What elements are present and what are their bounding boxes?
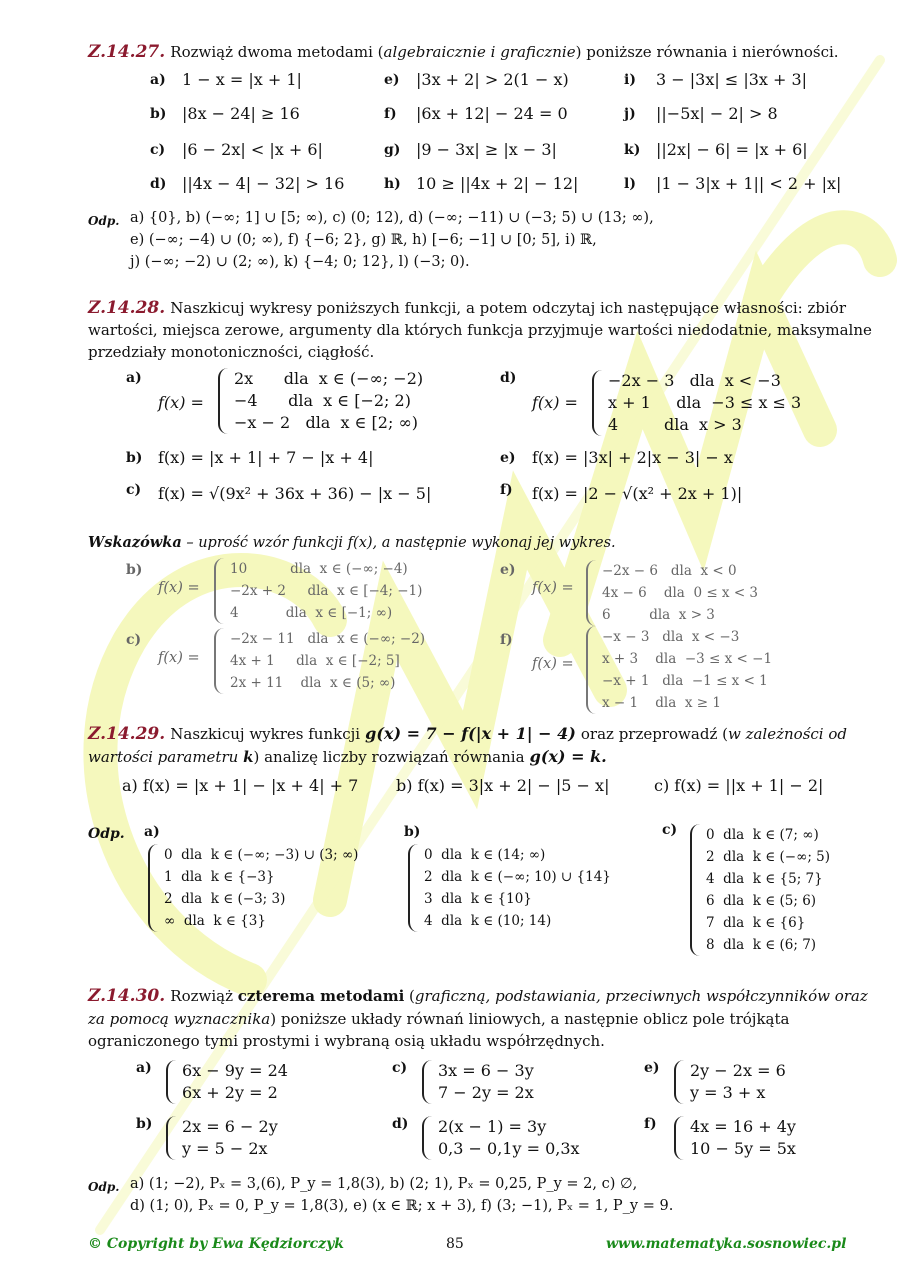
brace <box>592 370 604 436</box>
piecewise-rows <box>706 824 830 956</box>
row: y = 3 + x <box>690 1083 766 1102</box>
brace <box>674 1116 686 1160</box>
row: 8 dla k ∈ (6; 7) <box>706 937 817 953</box>
z29-text-1a: Naszkicuj wykres funkcji <box>170 725 361 743</box>
z27-item-label: g) <box>384 142 401 158</box>
z30-e-label: e) <box>644 1060 660 1076</box>
piecewise-rows <box>234 368 423 434</box>
z27-id: Z.14.27. <box>88 42 166 62</box>
row: x + 1 dla −3 ≤ x ≤ 3 <box>608 393 802 412</box>
z27-item-label: h) <box>384 176 401 192</box>
z28-d-label: d) <box>500 370 517 386</box>
z30-text-2a: za pomocą wyznacznika <box>88 1010 271 1028</box>
z29-text-1c: w zależności od <box>727 725 847 743</box>
row: 2 dla k ∈ (−3; 3) <box>164 891 286 907</box>
z29-equation: g(x) = k. <box>529 747 607 766</box>
z27-odp-label: Odp. <box>88 214 120 228</box>
footer-page-number: 85 <box>446 1236 464 1252</box>
z27-item-expression: 10 ≥ ||4x + 2| − 12| <box>416 174 579 193</box>
z28-hint-b-label: b) <box>126 562 143 578</box>
z29-b: b) f(x) = 3|x + 2| − |5 − x| <box>396 776 610 795</box>
z28-hint-c-label: c) <box>126 632 142 648</box>
z28-d-fx: f(x) = <box>532 393 578 412</box>
row: 2y − 2x = 6 <box>690 1061 786 1080</box>
z27-item-expression: ||−5x| − 2| > 8 <box>656 104 778 123</box>
z28-hint-f-piecewise <box>586 626 772 714</box>
z30-system-c <box>422 1060 534 1104</box>
row: 2x dla x ∈ (−∞; −2) <box>234 369 424 388</box>
row: 2 dla k ∈ (−∞; 5) <box>706 849 831 865</box>
z29-odp-c-label: c) <box>662 822 678 838</box>
z28-b-label: b) <box>126 450 143 466</box>
z27-answer-line-1: a) {0}, b) (−∞; 1] ∪ [5; ∞), c) (0; 12), d) (−∞; −11) ∪ (−3; 5) ∪ (13; ∞), <box>130 210 654 226</box>
z30-answer-line-2: d) (1; 0), Pₓ = 0, P_y = 1,8(3), e) (x ∈ ℝ; x + 3), f) (3; −1), Pₓ = 1, P_y = 9. <box>130 1198 674 1214</box>
z30-f-label: f) <box>644 1116 657 1132</box>
z30-id: Z.14.30. <box>88 986 166 1006</box>
z29-a: a) f(x) = |x + 1| − |x + 4| + 7 <box>122 776 359 795</box>
z29-text-1b: oraz przeprowadź ( <box>580 725 728 743</box>
z30-text-2b: ) poniższe układy równań liniowych, a następnie oblicz pole trójkąta <box>270 1010 790 1028</box>
z28-text-2: wartości, miejsca zerowe, argumenty dla których funkcja przyjmuje wartości niedodatnie, maksymalne <box>88 321 872 339</box>
footer-copyright: © Copyright by Ewa Kędziorczyk <box>88 1236 344 1252</box>
z27-intro-italic: algebraicznie i graficznie <box>383 43 576 61</box>
z28-a-fx: f(x) = <box>158 393 204 412</box>
row: 2x = 6 − 2y <box>182 1117 278 1136</box>
z30-text-1d: graficzną, podstawiania, przeciwnych współczynników oraz <box>414 987 868 1005</box>
z28-e-expr: f(x) = |3x| + 2|x − 3| − x <box>532 448 733 467</box>
z28-hint <box>88 534 616 551</box>
z30-text-3: ograniczonego tymi prostymi i wybraną osią układu współrzędnych. <box>88 1032 605 1050</box>
z28-hint-f-label: f) <box>500 632 513 648</box>
row: 0,3 − 0,1y = 0,3x <box>438 1139 580 1158</box>
z30-system-b <box>166 1116 278 1160</box>
z30-answer-line-1: a) (1; −2), Pₓ = 3,(6), P_y = 1,8(3), b) (2; 1), Pₓ = 0,25, P_y = 2, c) ∅, <box>130 1176 638 1192</box>
z29-g-formula: g(x) = 7 − f(|x + 1| − 4) <box>365 724 576 743</box>
z29-odp-b <box>408 844 611 932</box>
z30-a-label: a) <box>136 1060 152 1076</box>
z27-item-expression: |6x + 12| − 24 = 0 <box>416 104 568 123</box>
brace <box>218 368 230 434</box>
z27-item-label: c) <box>150 142 166 158</box>
z27-answer-line-3: j) (−∞; −2) ∪ (2; ∞), k) {−4; 0; 12}, l) (−3; 0). <box>130 254 470 270</box>
system-rows <box>438 1060 534 1104</box>
z28-f-label: f) <box>500 482 513 498</box>
z28-hint-c-piecewise <box>214 628 425 694</box>
row: 7 − 2y = 2x <box>438 1083 534 1102</box>
brace <box>214 628 226 694</box>
z28-line-1 <box>88 298 846 319</box>
row: 4 dla x ∈ [−1; ∞) <box>230 605 393 621</box>
z27-item-expression: |9 − 3x| ≥ |x − 3| <box>416 140 557 159</box>
brace <box>166 1116 178 1160</box>
z27-item-label: e) <box>384 72 400 88</box>
brace <box>214 558 226 624</box>
z28-hint-bold: Wskazówka <box>88 534 182 551</box>
row: 4x + 1 dla x ∈ [−2; 5] <box>230 653 400 669</box>
z27-item-label: j) <box>624 106 636 122</box>
row: 6x − 9y = 24 <box>182 1061 288 1080</box>
piecewise-rows <box>608 370 801 436</box>
z30-b-label: b) <box>136 1116 153 1132</box>
z30-odp-label: Odp. <box>88 1180 120 1194</box>
row: −2x − 11 dla x ∈ (−∞; −2) <box>230 631 426 647</box>
system-rows <box>438 1116 580 1160</box>
row: 4 dla x > 3 <box>608 415 742 434</box>
z28-text-3: przedziały monotoniczności, ciągłość. <box>88 343 375 361</box>
piecewise-rows <box>602 626 772 714</box>
z28-a-piecewise <box>218 368 423 434</box>
row: −2x − 3 dla x < −3 <box>608 371 781 390</box>
z28-hint-e-label: e) <box>500 562 516 578</box>
z29-text-2b: ) analizę liczby rozwiązań równania <box>253 748 525 766</box>
piecewise-rows <box>424 844 611 932</box>
z29-param-k: k <box>243 748 254 766</box>
z29-text-2a: wartości parametru <box>88 748 244 766</box>
z30-text-1b: czterema metodami <box>237 987 405 1005</box>
z29-c: c) f(x) = ||x + 1| − 2| <box>654 776 824 795</box>
z27-item-expression: |8x − 24| ≥ 16 <box>182 104 300 123</box>
row: 7 dla k ∈ {6} <box>706 915 806 931</box>
row: 2x + 11 dla x ∈ (5; ∞) <box>230 675 396 691</box>
z29-odp-c <box>690 824 830 956</box>
row: 6 dla x > 3 <box>602 607 715 623</box>
piecewise-rows <box>230 558 422 624</box>
z28-d-piecewise <box>592 370 801 436</box>
row: −2x − 6 dla x < 0 <box>602 563 737 579</box>
z28-text-1: Naszkicuj wykresy poniższych funkcji, a potem odczytaj ich następujące własności: zbiór <box>170 299 846 317</box>
z30-c-label: c) <box>392 1060 408 1076</box>
z29-line-2 <box>88 747 607 768</box>
brace <box>408 844 420 932</box>
z27-item-label: i) <box>624 72 636 88</box>
z30-line-1 <box>88 986 868 1007</box>
z30-system-a <box>166 1060 288 1104</box>
row: 3x = 6 − 3y <box>438 1061 534 1080</box>
row: 6 dla k ∈ (5; 6) <box>706 893 817 909</box>
row: 10 − 5y = 5x <box>690 1139 796 1158</box>
row: 10 dla x ∈ (−∞; −4) <box>230 561 408 577</box>
z30-system-d <box>422 1116 580 1160</box>
row: 2(x − 1) = 3y <box>438 1117 547 1136</box>
z29-odp-b-label: b) <box>404 824 421 840</box>
z27-item-label: k) <box>624 142 641 158</box>
z28-hint-f-fx: f(x) = <box>532 656 574 672</box>
z28-c-expr: f(x) = √(9x² + 36x + 36) − |x − 5| <box>158 484 432 503</box>
row: −x + 1 dla −1 ≤ x < 1 <box>602 673 768 689</box>
z28-a-label: a) <box>126 370 142 386</box>
z30-text-1a: Rozwiąż <box>170 987 238 1005</box>
system-rows <box>690 1116 796 1160</box>
row: −x − 3 dla x < −3 <box>602 629 740 645</box>
footer-url[interactable]: www.matematyka.sosnowiec.pl <box>606 1236 847 1252</box>
z27-item-expression: ||4x − 4| − 32| > 16 <box>182 174 345 193</box>
z29-odp-label: Odp. <box>88 826 125 842</box>
z28-f-expr: f(x) = |2 − √(x² + 2x + 1)| <box>532 484 743 503</box>
system-rows <box>182 1060 288 1104</box>
z27-item-expression: 3 − |3x| ≤ |3x + 3| <box>656 70 808 89</box>
z27-item-label: f) <box>384 106 397 122</box>
z28-hint-b-piecewise <box>214 558 422 624</box>
row: −4 dla x ∈ [−2; 2) <box>234 391 411 410</box>
z30-system-e <box>674 1060 786 1104</box>
z30-d-label: d) <box>392 1116 409 1132</box>
row: 2 dla k ∈ (−∞; 10) ∪ {14} <box>424 869 611 885</box>
row: −x − 2 dla x ∈ [2; ∞) <box>234 413 419 432</box>
z29-line-1 <box>88 724 847 745</box>
row: −2x + 2 dla x ∈ [−4; −1) <box>230 583 423 599</box>
row: 3 dla k ∈ {10} <box>424 891 532 907</box>
z29-id: Z.14.29. <box>88 724 166 744</box>
brace <box>586 626 598 714</box>
brace <box>148 844 160 932</box>
brace <box>166 1060 178 1104</box>
brace <box>422 1116 434 1160</box>
z30-text-1c: ( <box>404 987 415 1005</box>
row: 4x = 16 + 4y <box>690 1117 796 1136</box>
z28-hint-e-piecewise <box>586 560 758 626</box>
z27-item-expression: |1 − 3|x + 1|| < 2 + |x| <box>656 174 842 193</box>
row: y = 5 − 2x <box>182 1139 268 1158</box>
z27-header <box>88 42 839 63</box>
row: 4x − 6 dla 0 ≤ x < 3 <box>602 585 759 601</box>
z27-item-expression: |3x + 2| > 2(1 − x) <box>416 70 569 89</box>
row: x + 3 dla −3 ≤ x < −1 <box>602 651 773 667</box>
z29-odp-a-label: a) <box>144 824 160 840</box>
z28-id: Z.14.28. <box>88 298 166 318</box>
z27-intro-end: ) poniższe równania i nierówności. <box>575 43 839 61</box>
z28-hint-b-fx: f(x) = <box>158 580 200 596</box>
z27-item-expression: |6 − 2x| < |x + 6| <box>182 140 323 159</box>
row: 4 dla k ∈ (10; 14) <box>424 913 552 929</box>
row: 6x + 2y = 2 <box>182 1083 278 1102</box>
brace <box>586 560 598 626</box>
z30-system-f <box>674 1116 796 1160</box>
z27-answer-line-2: e) (−∞; −4) ∪ (0; ∞), f) {−6; 2}, g) ℝ, h) [−6; −1] ∪ [0; 5], i) ℝ, <box>130 232 597 248</box>
row: 0 dla k ∈ (7; ∞) <box>706 827 819 843</box>
z28-hint-text: – uprość wzór funkcji f(x), a następnie wykonaj jej wykres. <box>181 535 616 551</box>
row: 0 dla k ∈ (14; ∞) <box>424 847 546 863</box>
z28-hint-e-fx: f(x) = <box>532 580 574 596</box>
z28-c-label: c) <box>126 482 142 498</box>
z28-b-expr: f(x) = |x + 1| + 7 − |x + 4| <box>158 448 374 467</box>
z28-e-label: e) <box>500 450 516 466</box>
brace <box>674 1060 686 1104</box>
z27-intro: Rozwiąż dwoma metodami ( <box>170 43 384 61</box>
z29-odp-a <box>148 844 358 932</box>
z30-line-2 <box>88 1009 789 1030</box>
z27-item-label: b) <box>150 106 167 122</box>
z27-item-expression: ||2x| − 6| = |x + 6| <box>656 140 808 159</box>
z27-item-label: l) <box>624 176 636 192</box>
row: 4 dla k ∈ {5; 7} <box>706 871 823 887</box>
system-rows <box>690 1060 786 1104</box>
z27-item-label: a) <box>150 72 166 88</box>
piecewise-rows <box>164 844 358 932</box>
piecewise-rows <box>602 560 758 626</box>
row: x − 1 dla x ≥ 1 <box>602 695 721 711</box>
row: 0 dla k ∈ (−∞; −3) ∪ (3; ∞) <box>164 847 359 863</box>
z28-hint-c-fx: f(x) = <box>158 650 200 666</box>
row: ∞ dla k ∈ {3} <box>164 913 266 929</box>
brace <box>422 1060 434 1104</box>
row: 1 dla k ∈ {−3} <box>164 869 275 885</box>
piecewise-rows <box>230 628 425 694</box>
z27-item-label: d) <box>150 176 167 192</box>
system-rows <box>182 1116 278 1160</box>
z27-item-expression: 1 − x = |x + 1| <box>182 70 302 89</box>
brace <box>690 824 702 956</box>
